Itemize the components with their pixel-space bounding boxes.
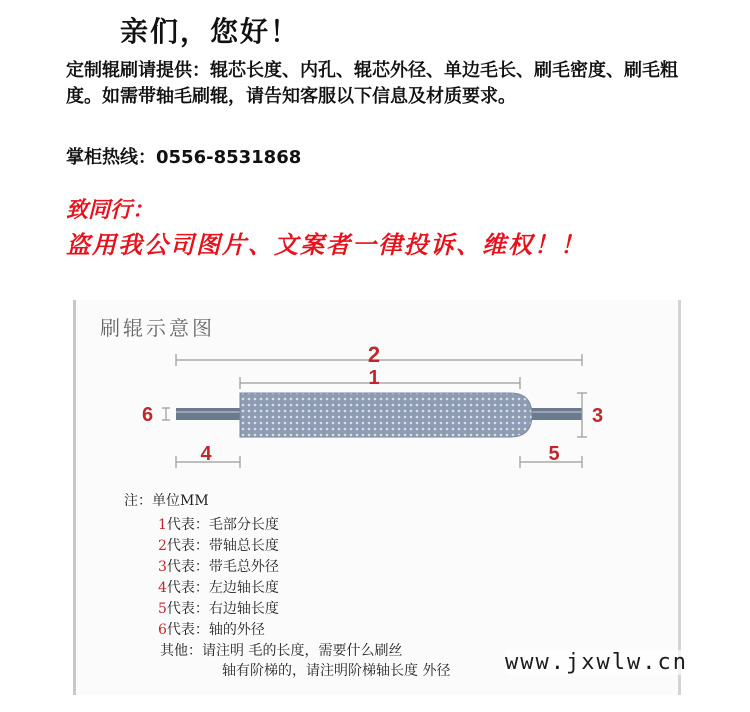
note-text: 代表：带毛总外径 — [166, 559, 279, 575]
note-text: 代表：轴的外径 — [166, 622, 265, 638]
warning-line-2: 盗用我公司图片、文案者一律投诉、维权！！ — [66, 230, 586, 259]
notes-unit: 注：单位MM — [124, 493, 209, 509]
notes-other-line-2: 轴有阶梯的，请注明阶梯轴长度 外径 — [222, 663, 451, 679]
note-num: 5 — [158, 601, 167, 617]
dimension-1 — [240, 367, 520, 389]
dimension-2 — [176, 342, 582, 367]
left-shaft — [176, 408, 240, 420]
note-num: 6 — [158, 622, 167, 638]
note-row — [124, 620, 450, 641]
note-row — [124, 578, 450, 599]
note-text: 代表：右边轴长度 — [166, 601, 279, 617]
note-row — [124, 536, 450, 557]
note-num: 3 — [158, 559, 167, 575]
diagram-title: 刷辊示意图 — [100, 316, 215, 340]
brush-body — [240, 393, 532, 437]
note-num: 4 — [158, 580, 167, 596]
label-1: 1 — [368, 367, 380, 389]
note-num: 2 — [158, 538, 167, 554]
warning-line-1: 致同行： — [66, 197, 155, 223]
note-text: 代表：左边轴长度 — [166, 580, 279, 596]
dimension-6 — [142, 404, 170, 426]
label-4: 4 — [200, 443, 212, 465]
label-3: 3 — [592, 405, 604, 427]
legend-notes — [124, 491, 450, 681]
label-6: 6 — [142, 404, 154, 426]
note-num: 1 — [158, 517, 167, 533]
note-text: 代表：毛部分长度 — [166, 517, 279, 533]
dimension-4 — [176, 443, 240, 468]
note-row — [124, 557, 450, 578]
hotline-text: 掌柜热线：0556-8531868 — [66, 147, 302, 168]
note-row — [124, 599, 450, 620]
note-text: 代表：带轴总长度 — [166, 538, 279, 554]
note-row — [124, 515, 450, 536]
notes-other-line-1: 其他：请注明 毛的长度，需要什么刷丝 — [160, 643, 403, 659]
customization-instructions: 定制辊刷请提供：辊芯长度、内孔、辊芯外径、单边毛长、刷毛密度、刷毛粗度。如需带轴毛刷辊，请告知客服以下信息及材质要求。 — [66, 60, 678, 107]
greeting-heading: 亲们，您好！ — [120, 15, 301, 48]
watermark-url: www.jxwlw.cn — [505, 650, 688, 675]
dimension-5 — [520, 443, 582, 468]
label-5: 5 — [548, 443, 560, 465]
label-2: 2 — [367, 342, 381, 367]
